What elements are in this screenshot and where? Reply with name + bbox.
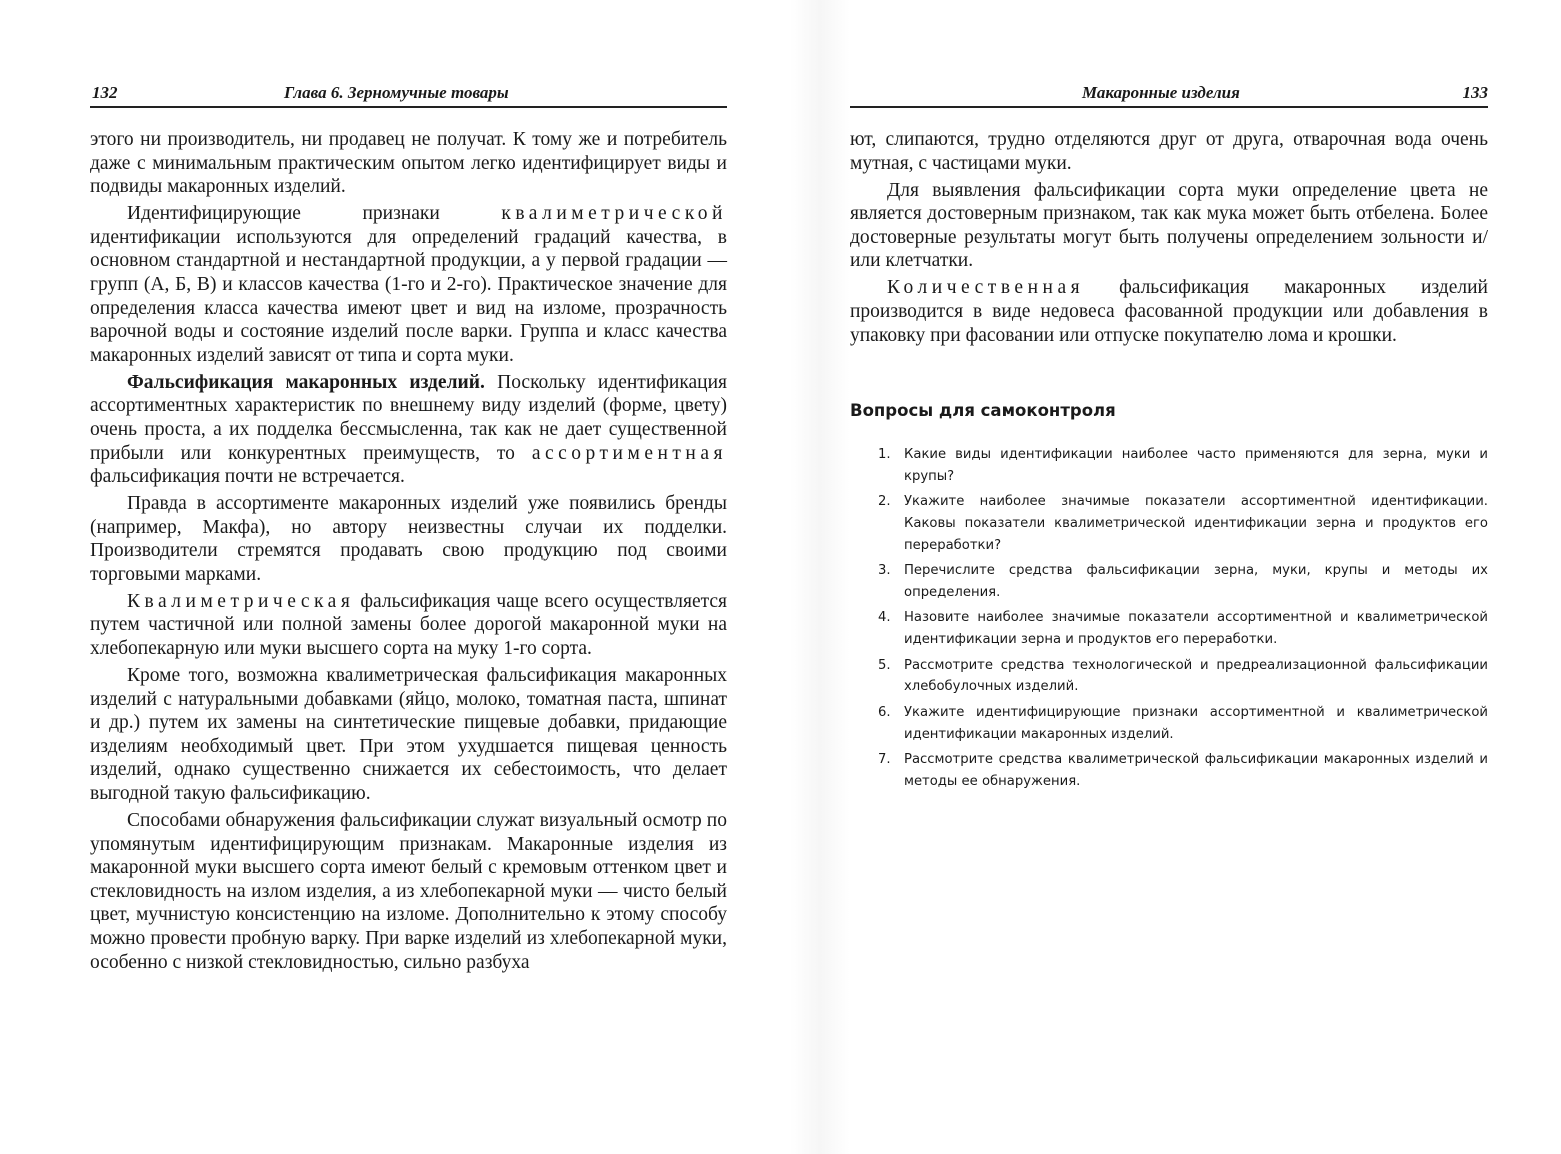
question-item bbox=[878, 655, 1488, 699]
questions-list bbox=[878, 444, 1488, 796]
text-run: Кроме того, возможна квалиметрическая фальсификация макаронных изделий с натуральными добавками (яйцо, молоко, томатная паста, шпинат и др.) путем их замены на синтетические пищевые добавки, придающие изделиям необходимый цвет. При этом ухудшается пищевая ценность изделий, однако существенно снижается их себестоимость, что делает выгодной такую фальсификацию. bbox=[90, 665, 727, 804]
paragraph bbox=[850, 179, 1488, 273]
paragraph bbox=[90, 128, 727, 199]
text-run: Идентифицирующие признаки bbox=[127, 203, 502, 225]
question-item bbox=[878, 702, 1488, 746]
text-run: Количественная bbox=[887, 277, 1085, 299]
text-run: Поскольку идентификация ассортиментных характеристик по внешнему виду изделий (форме, цвету) очень проста, а их подделка бессмысленна, так как не дает существенной прибыли или конкурентных преимуществ, то bbox=[90, 371, 728, 464]
question-text: Укажите идентифицирующие признаки ассортиментной и квалиметрической идентификации макаронных изделий. bbox=[904, 704, 1488, 742]
paragraph bbox=[90, 809, 727, 974]
question-number: 5. bbox=[878, 657, 891, 673]
question-text: Рассмотрите средства технологической и предреализационной фальсификации хлебобулочных изделий. bbox=[904, 657, 1488, 695]
question-number: 4. bbox=[878, 610, 891, 626]
left-running-title: Глава 6. Зерномучные товары bbox=[284, 83, 509, 102]
question-number: 1. bbox=[878, 447, 891, 462]
question-text: Перечислите средства фальсификации зерна, муки, крупы и методы их определения. bbox=[904, 563, 1488, 600]
right-body-text bbox=[850, 128, 1488, 351]
paragraph bbox=[90, 590, 727, 661]
paragraph bbox=[850, 276, 1488, 347]
text-run: Правда в ассортименте макаронных изделий уже появились бренды (например, Макфа), но автору неизвестны случаи их подделки. Производители стремятся продавать свою продукцию под своими торговыми марками. bbox=[90, 493, 727, 585]
question-number: 3. bbox=[878, 563, 891, 579]
question-number: 6. bbox=[878, 704, 891, 720]
paragraph bbox=[90, 492, 727, 586]
question-item bbox=[878, 749, 1488, 793]
book-gutter bbox=[790, 0, 850, 1154]
paragraph bbox=[90, 371, 727, 489]
paragraph bbox=[90, 202, 727, 367]
paragraph bbox=[850, 128, 1488, 175]
questions-heading: Вопросы для самоконтроля bbox=[850, 401, 1116, 420]
question-text: Назовите наиболее значимые показатели ассортиментной и квалиметрической идентификации зерна и продуктов его переработки. bbox=[904, 610, 1488, 648]
right-running-title: Макаронные изделия bbox=[1082, 83, 1240, 102]
text-run: ют, слипаются, трудно отделяются друг от друга, отварочная вода очень мутная, с частицами муки. bbox=[850, 129, 1488, 174]
question-text: Рассмотрите средства квалиметрической фальсификации макаронных изделий и методы ее обнаружения. bbox=[904, 751, 1488, 789]
left-page-number: 132 bbox=[92, 83, 118, 102]
text-run: фальсификация чаще всего осуществляется путем частичной или полной замены более дорогой макаронной муки на хлебопекарную или муки высшего сорта на муку 1-го сорта. bbox=[90, 590, 727, 660]
question-item bbox=[878, 607, 1488, 651]
paragraph bbox=[90, 664, 727, 806]
text-run: Способами обнаружения фальсификации служат визуальный осмотр по упомянутым идентифицирующим признакам. Макаронные изделия из макаронной муки высшего сорта имеют белый с кремовым оттенком цвет и стекловидность на излом изделия, а из хлебопекарной муки — чисто белый цвет, мучнистую консистенцию на изломе. Дополнительно к этому способу можно провести пробную варку. При варке изделий из хлебопекарной муки, особенно с низкой стекловидностью, сильно разбуха bbox=[90, 809, 727, 973]
question-text: Укажите наиболее значимые показатели ассортиментной идентификации. Каковы показатели квалиметрической идентификации зерна и продуктов его переработки? bbox=[904, 494, 1488, 553]
text-run: идентификации используются для определений градаций качества, в основном стандартной и нестандартной продукции, а у первой градации — групп (А, Б, В) и классов качества (1-го и 2-го). Практическое значение для определения класса качества имеют цвет и вид на изломе, прозрачность варочной воды и состояние изделий после варки. Группа и класс качества макаронных изделий зависят от типа и сорта муки. bbox=[90, 226, 727, 366]
text-run: ассортиментная bbox=[531, 442, 727, 464]
text-run: Квалиметрическая bbox=[127, 590, 355, 612]
question-number: 2. bbox=[878, 494, 891, 510]
text-run: фальсификация почти не встречается. bbox=[90, 466, 405, 488]
question-item bbox=[878, 560, 1488, 604]
text-run: этого ни производитель, ни продавец не получат. К тому же и потребитель даже с минимальным практическим опытом легко идентифицирует виды и подвиды макаронных изделий. bbox=[90, 129, 727, 198]
right-running-head bbox=[850, 80, 1488, 108]
question-item bbox=[878, 491, 1488, 556]
left-body-text bbox=[90, 128, 727, 978]
question-number: 7. bbox=[878, 751, 891, 767]
text-run: Для выявления фальсификации сорта муки определение цвета не является достоверным признаком, так как мука может быть отбелена. Более достоверные результаты могут быть получены определением зольности и/или клетчатки. bbox=[850, 179, 1488, 272]
question-item bbox=[878, 444, 1488, 488]
text-run: Фальсификация макаронных изделий. bbox=[127, 371, 485, 393]
question-text: Какие виды идентификации наиболее часто применяются для зерна, муки и крупы? bbox=[904, 447, 1488, 484]
text-run: квалиметрической bbox=[501, 203, 727, 225]
right-page-number: 133 bbox=[1462, 83, 1488, 102]
left-running-head bbox=[90, 80, 727, 108]
text-run: фальсификация макаронных изделий производится в виде недовеса фасованной продукции или добавления в упаковку при фасовании или отпуске покупателю лома и крошки. bbox=[850, 277, 1488, 346]
